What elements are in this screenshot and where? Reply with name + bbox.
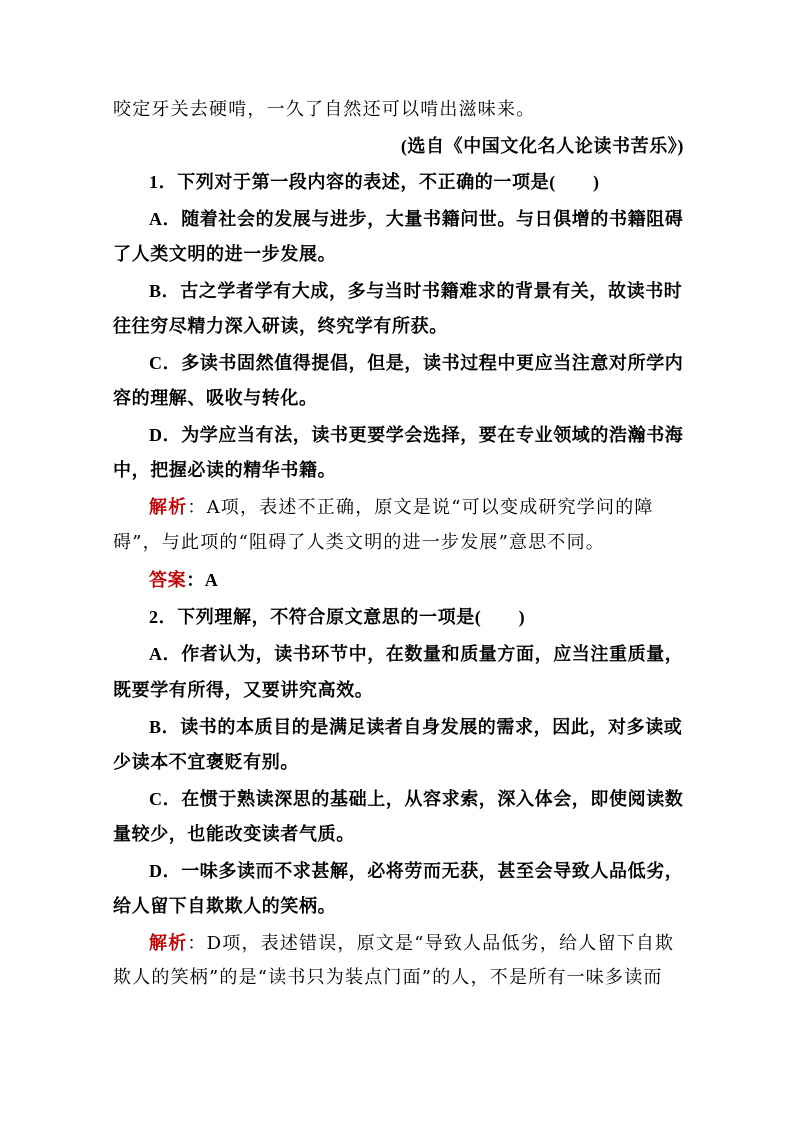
question-2-option-c-line-1: C．在惯于熟读深思的基础上，从容求索，深入体会，即使阅读数 [149,789,684,809]
question-2-option-c-line-2: 量较少，也能改变读者气质。 [113,824,355,844]
question-1-option-b-line-1: B．古之学者学有大成，多与当时书籍难求的背景有关，故读书时 [149,281,683,301]
passage-source: (选自《中国文化名人论读书苦乐》) [400,136,684,156]
analysis-label: 解析 [149,933,188,953]
question-1-option-a-line-2: 了人类文明的进一步发展。 [113,244,337,264]
question-1-option-b-line-2: 往往穷尽精力深入研读，终究学有所获。 [113,316,448,336]
question-2-option-d-line-2: 给人留下自欺欺人的笑柄。 [113,896,337,916]
question-2-option-b-line-2: 少读本不宜褒贬有别。 [113,752,299,772]
answer-label: 答案 [149,570,187,590]
analysis-text: ：D项，表述错误，原文是“导致人品低劣，给人留下自欺 [187,933,675,954]
question-1-answer [113,566,684,594]
question-1-option-c-line-2: 容的理解、吸收与转化。 [113,388,318,408]
question-1-analysis-line-2: 碍”，与此项的“阻碍了人类文明的进一步发展”意思不同。 [113,532,606,553]
question-2-analysis-line-2: 欺人的笑柄”的是“读书只为装点门面”的人，不是所有一味多读而 [113,967,663,988]
question-1-option-a-line-1: A．随着社会的发展与进步，大量书籍问世。与日俱增的书籍阻碍 [149,209,684,229]
question-2-option-b-line-1: B．读书的本质目的是满足读者自身发展的需求，因此，对多读或 [149,717,683,737]
answer-text: ：A [186,570,219,590]
question-2-option-d-line-1: D．一味多读而不求甚解，必将劳而无获，甚至会导致人品低劣， [149,861,684,881]
question-2-option-a-line-2: 既要学有所得，又要讲究高效。 [113,680,374,700]
question-1-option-c-line-1: C．多读书固然值得提倡，但是，读书过程中更应当注意对所学内 [149,353,684,373]
question-1-analysis-line-1 [113,493,684,521]
question-2-stem: 2．下列理解，不符合原文意思的一项是( ) [149,607,526,627]
question-1-option-d-line-2: 中，把握必读的精华书籍。 [113,460,337,480]
question-1-option-d-line-1: D．为学应当有法，读书更要学会选择，要在专业领域的浩瀚书海 [149,425,684,445]
passage-last-line: 咬定牙关去硬啃，一久了自然还可以啃出滋味来。 [113,99,536,120]
analysis-text: ：A项，表述不正确，原文是说“可以变成研究学问的障 [187,497,654,518]
analysis-label: 解析 [149,497,188,517]
question-1-stem: 1．下列对于第一段内容的表述，不正确的一项是( ) [149,172,600,192]
question-2-option-a-line-1: A．作者认为，读书环节中，在数量和质量方面，应当注重质量， [149,644,684,664]
question-2-analysis-line-1 [113,929,684,957]
